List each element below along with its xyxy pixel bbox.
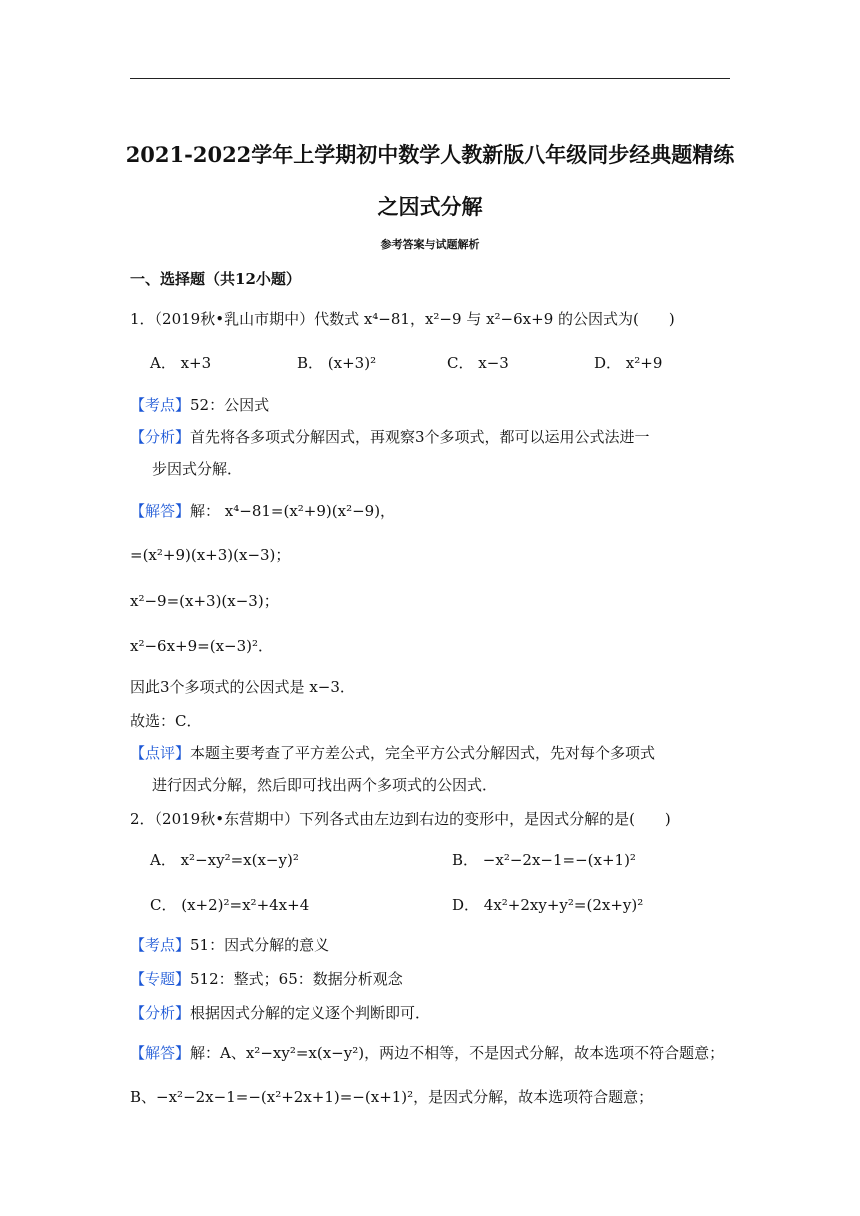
q1-option-c: C． x−3 — [447, 354, 509, 372]
fenxi-tag: 【分析】 — [130, 428, 191, 446]
fenxi-text-1: 首先将各多项式分解因式，再观察3个多项式，都可以运用公式法进一 — [190, 428, 650, 446]
q2-option-b: B． −x²−2x−1=−(x+1)² — [452, 851, 636, 869]
dianping-text-1: 本题主要考查了平方差公式，完全平方公式分解因式，先对每个多项式 — [190, 744, 656, 762]
q2-kaodian — [130, 930, 329, 960]
document-title-line-1: 2021-2022学年上学期初中数学人教新版八年级同步经典题精练 — [125, 142, 735, 167]
q2-fenxi-tag: 【分析】 — [130, 1004, 191, 1022]
q2-jieda-step-2: B、−x²−2x−1=−(x²+2x+1)=−(x+1)²，是因式分解，故本选项符合题意； — [130, 1088, 654, 1106]
jieda-tag: 【解答】 — [130, 502, 191, 520]
q2-stem: 2．（2019秋•东营期中）下列各式由左边到右边的变形中，是因式分解的是( ) — [130, 810, 671, 828]
q2-option-c: C． (x+2)²=x²+4x+4 — [150, 896, 310, 914]
q1-jieda — [130, 496, 395, 526]
q2-kaodian-text: 51：因式分解的意义 — [190, 936, 330, 954]
q1-conclusion: 因此3个多项式的公因式是 x−3． — [130, 678, 355, 696]
q1-option-d: D． x²+9 — [594, 354, 663, 372]
q2-option-d: D． 4x²+2xy+y²=(2x+y)² — [452, 896, 644, 914]
q2-zhuanti-text: 512：整式；65：数据分析观念 — [190, 970, 403, 988]
q1-dianping — [130, 738, 655, 768]
q2-jieda-text-1: 解：A、x²−xy²=x(x−y²)，两边不相等，不是因式分解，故本选项不符合题意； — [190, 1044, 725, 1062]
header-rule — [130, 78, 730, 79]
q1-kaodian — [130, 390, 269, 420]
q1-fenxi-cont: 步因式分解． — [152, 460, 243, 478]
q1-stem: 1．（2019秋•乳山市期中）代数式 x⁴−81，x²−9 与 x²−6x+9 的公因式为( ) — [130, 310, 675, 328]
q1-option-b: B． (x+3)² — [297, 354, 377, 372]
document-title-line-2: 之因式分解 — [377, 194, 483, 219]
q2-zhuanti — [130, 964, 403, 994]
document-subtitle: 参考答案与试题解析 — [380, 238, 480, 251]
q1-jieda-step-3: x²−9=(x+3)(x−3)； — [130, 592, 279, 610]
section-heading: 一、选择题（共12小题） — [130, 270, 301, 288]
q2-fenxi — [130, 998, 430, 1028]
q2-fenxi-text: 根据因式分解的定义逐个判断即可． — [190, 1004, 431, 1022]
q2-jieda — [130, 1038, 724, 1068]
kaodian-tag: 【考点】 — [130, 396, 191, 414]
q2-option-a: A． x²−xy²=x(x−y)² — [150, 851, 299, 869]
jieda-text-1: 解： x⁴−81=(x²+9)(x²−9)， — [190, 502, 396, 520]
q1-dianping-cont: 进行因式分解，然后即可找出两个多项式的公因式． — [152, 776, 498, 794]
q1-fenxi — [130, 422, 650, 452]
kaodian-text: 52：公因式 — [190, 396, 270, 414]
dianping-tag: 【点评】 — [130, 744, 191, 762]
q1-jieda-step-4: x²−6x+9=(x−3)²． — [130, 637, 274, 655]
q2-zhuanti-tag: 【专题】 — [130, 970, 191, 988]
q1-answer: 故选：C． — [130, 712, 202, 730]
q2-kaodian-tag: 【考点】 — [130, 936, 191, 954]
q2-jieda-tag: 【解答】 — [130, 1044, 191, 1062]
q1-jieda-step-2: =(x²+9)(x+3)(x−3)； — [130, 546, 291, 564]
q1-option-a: A． x+3 — [150, 354, 212, 372]
